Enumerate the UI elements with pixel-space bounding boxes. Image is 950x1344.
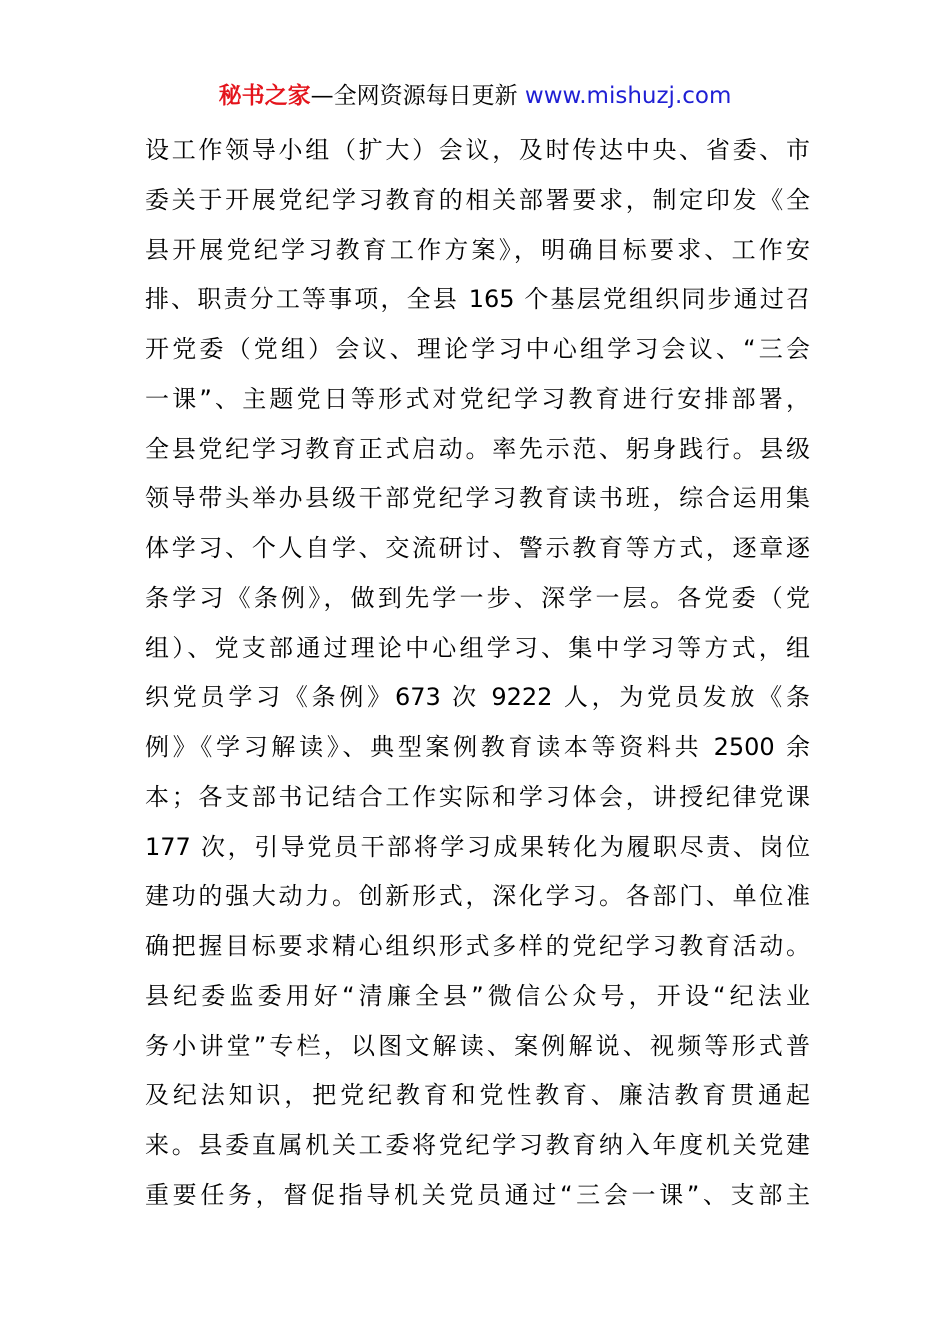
text-line: 织党员学习《条例》673 次 9222 人，为党员发放《条 xyxy=(145,683,810,712)
text-line: 县纪委监委用好“清廉全县”微信公众号，开设“纪法业 xyxy=(145,981,810,1010)
text-line: 177 次，引导党员干部将学习成果转化为履职尽责、岗位 xyxy=(145,832,810,861)
text-line: 领导带头举办县级干部党纪学习教育读书班，综合运用集 xyxy=(145,484,810,513)
text-line: 条学习《条例》，做到先学一步、深学一层。各党委（党 xyxy=(145,583,810,612)
text-line: 建功的强大动力。创新形式，深化学习。各部门、单位准 xyxy=(145,882,810,911)
site-url[interactable]: www.mishuzj.com xyxy=(524,83,732,109)
text-line: 务小讲堂”专栏，以图文解读、案例解说、视频等形式普 xyxy=(145,1031,810,1060)
text-line: 例》《学习解读》、典型案例教育读本等资料共 2500 余 xyxy=(145,733,810,761)
text-line: 组）、党支部通过理论中心组学习、集中学习等方式，组 xyxy=(145,633,810,662)
page-header xyxy=(0,80,950,112)
text-line: 全县党纪学习教育正式启动。率先示范、躬身践行。县级 xyxy=(145,434,810,463)
document-body xyxy=(145,126,810,1221)
text-line: 县开展党纪学习教育工作方案》，明确目标要求、工作安 xyxy=(145,235,810,264)
text-line: 来。县委直属机关工委将党纪学习教育纳入年度机关党建 xyxy=(145,1131,810,1159)
text-line: 排、职责分工等事项，全县 165 个基层党组织同步通过召 xyxy=(145,285,810,314)
text-line: 开党委（党组）会议、理论学习中心组学习会议、“三会 xyxy=(145,335,810,363)
text-line: 体学习、个人自学、交流研讨、警示教育等方式，逐章逐 xyxy=(145,534,810,562)
site-tagline: —全网资源每日更新 xyxy=(310,83,525,109)
text-line: 一课”、主题党日等形式对党纪学习教育进行安排部署， xyxy=(145,384,810,413)
text-line: 本；各支部书记结合工作实际和学习体会，讲授纪律党课 xyxy=(145,782,810,811)
site-brand: 秘书之家 xyxy=(218,83,311,109)
text-line: 及纪法知识，把党纪教育和党性教育、廉洁教育贯通起 xyxy=(145,1081,810,1110)
text-line: 委关于开展党纪学习教育的相关部署要求，制定印发《全 xyxy=(145,185,810,214)
text-line: 重要任务，督促指导机关党员通过“三会一课”、支部主 xyxy=(145,1180,810,1209)
text-line: 设工作领导小组（扩大）会议，及时传达中央、省委、市 xyxy=(145,136,810,164)
text-line: 确把握目标要求精心组织形式多样的党纪学习教育活动。 xyxy=(145,932,810,960)
